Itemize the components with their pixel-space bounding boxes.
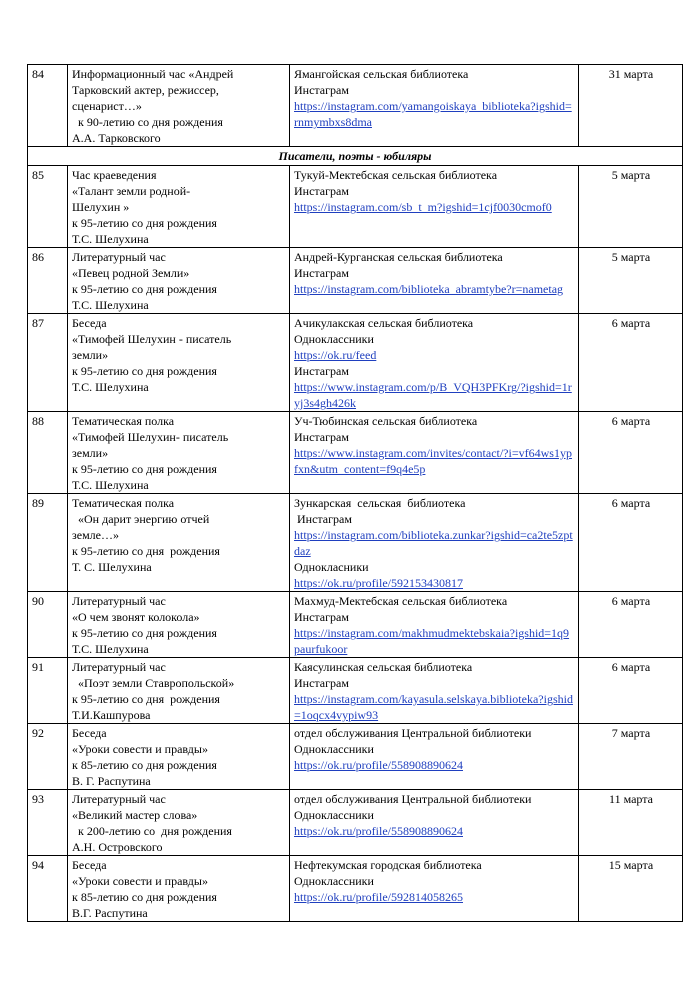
events-table xyxy=(27,64,683,922)
event-cell xyxy=(68,856,290,922)
table-row xyxy=(28,494,683,592)
library-name: Каясулинская сельская библиотека xyxy=(294,660,473,674)
social-link[interactable]: https://instagram.com/biblioteka.zunkar?igshid=ca2te5zptdaz xyxy=(294,528,573,558)
social-link[interactable]: https://instagram.com/biblioteka_abramtybe?r=nametag xyxy=(294,282,564,296)
platform-name: Инстаграм xyxy=(294,430,349,444)
platform-name: Одноклассники xyxy=(294,808,374,822)
row-number: 84 xyxy=(28,65,68,147)
table-row xyxy=(28,314,683,412)
event-line: «Он дарит энергию отчей xyxy=(72,512,210,526)
event-line: Тематическая полка xyxy=(72,496,175,510)
event-line: к 95-летию со дня рождения xyxy=(72,282,217,296)
event-line: к 90-летию со дня рождения xyxy=(72,115,223,129)
library-name: Тукуй-Мектебская сельская библиотека xyxy=(294,168,498,182)
row-number: 88 xyxy=(28,412,68,494)
event-date: 5 марта xyxy=(579,166,683,248)
event-line: Литературный час xyxy=(72,594,166,608)
event-cell xyxy=(68,592,290,658)
social-link[interactable]: https://instagram.com/makhmudmektebskaia?igshid=1q9paurfukoor xyxy=(294,626,570,656)
table-row xyxy=(28,658,683,724)
event-line: «Тимофей Шелухин - писатель xyxy=(72,332,232,346)
platform-name: Одноклассники xyxy=(294,332,374,346)
social-link[interactable]: https://ok.ru/profile/558908890624 xyxy=(294,824,463,838)
platform-name: Однокласники xyxy=(294,560,369,574)
row-number: 86 xyxy=(28,248,68,314)
library-cell xyxy=(290,248,579,314)
platform-name: Инстаграм xyxy=(294,184,349,198)
event-date: 5 марта xyxy=(579,248,683,314)
event-line: к 95-летию со дня рождения xyxy=(72,462,217,476)
social-link[interactable]: https://www.instagram.com/p/B_VQH3PFKrg/?igshid=1ryj3s4gh426k xyxy=(294,380,572,410)
table-row xyxy=(28,790,683,856)
event-line: Беседа xyxy=(72,858,107,872)
social-link[interactable]: https://ok.ru/feed xyxy=(294,348,377,362)
event-line: к 95-летию со дня рождения xyxy=(72,626,217,640)
section-title: Писатели, поэты - юбиляры xyxy=(28,147,683,166)
platform-name: Инстаграм xyxy=(294,83,349,97)
row-number: 94 xyxy=(28,856,68,922)
library-cell xyxy=(290,494,579,592)
table-row xyxy=(28,856,683,922)
social-link[interactable]: https://ok.ru/profile/558908890624 xyxy=(294,758,463,772)
row-number: 85 xyxy=(28,166,68,248)
library-cell xyxy=(290,790,579,856)
library-cell xyxy=(290,856,579,922)
event-line: «Тимофей Шелухин- писатель xyxy=(72,430,229,444)
event-line: сценарист…» xyxy=(72,99,142,113)
event-line: к 200-летию со дня рождения xyxy=(72,824,232,838)
platform-name: Инстаграм xyxy=(294,364,349,378)
event-line: к 95-летию со дня рождения xyxy=(72,364,217,378)
event-line: А.А. Тарковского xyxy=(72,131,161,145)
row-number: 90 xyxy=(28,592,68,658)
event-line: «Уроки совести и правды» xyxy=(72,874,208,888)
event-line: «Уроки совести и правды» xyxy=(72,742,208,756)
event-line: Т. С. Шелухина xyxy=(72,560,152,574)
event-date: 7 марта xyxy=(579,724,683,790)
social-link[interactable]: https://ok.ru/profile/592814058265 xyxy=(294,890,463,904)
event-line: к 85-летию со дня рождения xyxy=(72,890,217,904)
event-line: к 95-летию со дня рождения xyxy=(72,692,220,706)
event-line: «Великий мастер слова» xyxy=(72,808,198,822)
event-line: «Талант земли родной- xyxy=(72,184,191,198)
event-line: Шелухин » xyxy=(72,200,130,214)
event-line: к 95-летию со дня рождения xyxy=(72,544,220,558)
library-name: Андрей-Курганская сельская библиотека xyxy=(294,250,503,264)
event-cell xyxy=(68,65,290,147)
library-name: Уч-Тюбинская сельская библиотека xyxy=(294,414,478,428)
library-name: отдел обслуживания Центральной библиотеки xyxy=(294,726,532,740)
event-date: 31 марта xyxy=(579,65,683,147)
event-line: Беседа xyxy=(72,316,107,330)
table-row xyxy=(28,166,683,248)
event-date: 11 марта xyxy=(579,790,683,856)
event-line: Час краеведения xyxy=(72,168,157,182)
table-row xyxy=(28,248,683,314)
library-cell xyxy=(290,724,579,790)
row-number: 89 xyxy=(28,494,68,592)
platform-name: Одноклассники xyxy=(294,874,374,888)
event-line: В.Г. Распутина xyxy=(72,906,148,920)
event-line: Т.С. Шелухина xyxy=(72,380,149,394)
library-cell xyxy=(290,658,579,724)
library-name: Ачикулакская сельская библиотека xyxy=(294,316,474,330)
platform-name: Инстаграм xyxy=(294,266,349,280)
event-line: В. Г. Распутина xyxy=(72,774,151,788)
library-cell xyxy=(290,592,579,658)
event-date: 6 марта xyxy=(579,592,683,658)
table-row xyxy=(28,412,683,494)
event-line: Т.С. Шелухина xyxy=(72,298,149,312)
table-row xyxy=(28,724,683,790)
event-cell xyxy=(68,314,290,412)
library-name: отдел обслуживания Центральной библиотеки xyxy=(294,792,532,806)
event-cell xyxy=(68,790,290,856)
platform-name: Инстаграм xyxy=(294,610,349,624)
library-name: Ямангойская сельская библиотека xyxy=(294,67,469,81)
row-number: 92 xyxy=(28,724,68,790)
event-date: 6 марта xyxy=(579,658,683,724)
event-line: земле…» xyxy=(72,528,119,542)
social-link[interactable]: https://www.instagram.com/invites/contact/?i=vf64ws1ypfxn&utm_content=f9q4e5p xyxy=(294,446,572,476)
event-line: «Певец родной Земли» xyxy=(72,266,190,280)
event-line: Литературный час xyxy=(72,250,166,264)
event-line: «О чем звонят колокола» xyxy=(72,610,200,624)
event-cell xyxy=(68,658,290,724)
event-cell xyxy=(68,412,290,494)
event-date: 6 марта xyxy=(579,314,683,412)
library-cell xyxy=(290,412,579,494)
event-line: Литературный час xyxy=(72,792,166,806)
event-line: А.Н. Островского xyxy=(72,840,163,854)
event-cell xyxy=(68,724,290,790)
social-link[interactable]: https://instagram.com/yamangoiskaya_biblioteka?igshid=rnmymbxs8dma xyxy=(294,99,572,129)
platform-name: Одноклассники xyxy=(294,742,374,756)
event-line: «Поэт земли Ставропольской» xyxy=(72,676,235,690)
event-line: Беседа xyxy=(72,726,107,740)
event-date: 6 марта xyxy=(579,494,683,592)
event-line: Т.С. Шелухина xyxy=(72,642,149,656)
event-date: 6 марта xyxy=(579,412,683,494)
social-link[interactable]: https://instagram.com/kayasula.selskaya.biblioteka?igshid=1oqcx4vypiw93 xyxy=(294,692,573,722)
event-line: Т.С. Шелухина xyxy=(72,232,149,246)
row-number: 93 xyxy=(28,790,68,856)
table-row xyxy=(28,592,683,658)
event-cell xyxy=(68,166,290,248)
event-line: Тематическая полка xyxy=(72,414,175,428)
event-line: Информационный час «Андрей xyxy=(72,67,234,81)
event-line: земли» xyxy=(72,446,109,460)
section-header-row xyxy=(28,147,683,166)
library-name: Нефтекумская городская библиотека xyxy=(294,858,482,872)
event-line: Т.С. Шелухина xyxy=(72,478,149,492)
library-cell xyxy=(290,65,579,147)
library-cell xyxy=(290,314,579,412)
event-date: 15 марта xyxy=(579,856,683,922)
event-cell xyxy=(68,248,290,314)
event-line: земли» xyxy=(72,348,109,362)
social-link[interactable]: https://ok.ru/profile/592153430817 xyxy=(294,576,463,590)
row-number: 91 xyxy=(28,658,68,724)
events-table-body xyxy=(28,65,683,922)
platform-name: Инстаграм xyxy=(294,676,349,690)
table-row xyxy=(28,65,683,147)
event-line: Тарковский актер, режиссер, xyxy=(72,83,219,97)
event-line: к 95-летию со дня рождения xyxy=(72,216,217,230)
social-link[interactable]: https://instagram.com/sb_t_m?igshid=1cjf0030cmof0 xyxy=(294,200,552,214)
event-line: Литературный час xyxy=(72,660,166,674)
library-name: Зункарская сельская библиотека xyxy=(294,496,466,510)
library-cell xyxy=(290,166,579,248)
platform-name: Инстаграм xyxy=(294,512,352,526)
event-cell xyxy=(68,494,290,592)
row-number: 87 xyxy=(28,314,68,412)
event-line: к 85-летию со дня рождения xyxy=(72,758,217,772)
event-line: Т.И.Кашпурова xyxy=(72,708,151,722)
library-name: Махмуд-Мектебская сельская библиотека xyxy=(294,594,508,608)
